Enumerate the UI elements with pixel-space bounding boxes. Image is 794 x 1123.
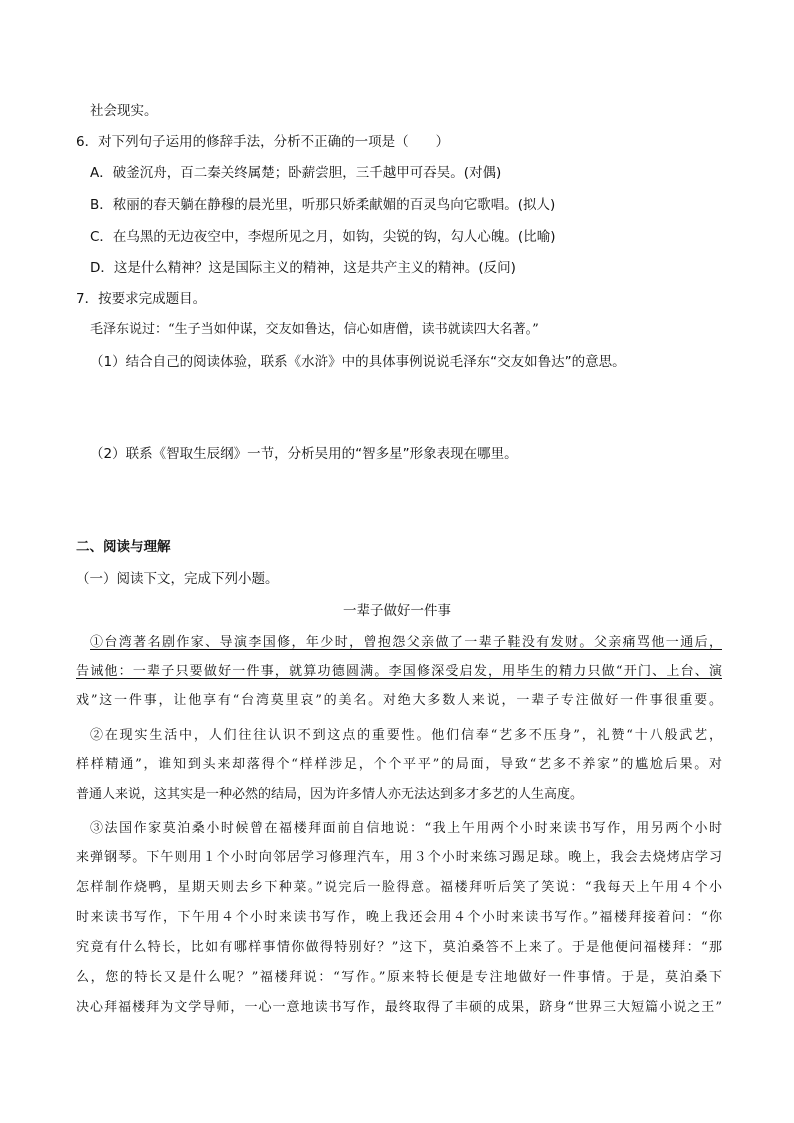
paragraph-3-line-5: 究竟有什么特长，比如有哪样事情你做得特别好？”这下，莫泊桑答不上来了。于是他便问福楼拜：“那	[76, 940, 722, 955]
paragraph-3-line-6: 么，您的特长又是什么呢？”福楼拜说：“写作。”原来特长便是专注地做好一件事情。于是，莫泊桑下	[76, 970, 722, 985]
question-6-option-b: B．秾丽的春天躺在静穆的晨光里，听那只娇柔献媚的百灵鸟向它歌唱。(拟人)	[90, 197, 556, 213]
question-6-option-c: C．在乌黑的无边夜空中，李煜所见之月，如钩，尖锐的钩，勾人心魄。(比喻)	[90, 229, 556, 245]
paragraph-2-line-2: 样样精通”，谁知到头来却落得个“样样涉足，个个平平”的局面，导致“艺多不养家”的尴尬后果。对	[76, 757, 722, 772]
section-2-heading: 二、阅读与理解	[76, 539, 171, 555]
question-5-tail: 社会现实。	[90, 103, 158, 119]
paragraph-2-line-1: ②在现实生活中，人们往往认识不到这点的重要性。他们信奉“艺多不压身”，礼赞“十八般武艺，	[90, 728, 722, 743]
paragraph-1-line-1: ①台湾著名剧作家、导演李国修，年少时，曾抱怨父亲做了一辈子鞋没有发财。父亲痛骂他一通后，	[90, 635, 722, 650]
paragraph-3-line-1: ③法国作家莫泊桑小时候曾在福楼拜面前自信地说：“我上午用两个小时来读书写作，用另两个小时	[90, 821, 722, 836]
paragraph-1-line-3: 戏”这一件事，让他享有“台湾莫里哀”的美名。对绝大多数人来说，一辈子专注做好一件事很重要。	[76, 693, 722, 708]
article-title: 一辈子做好一件事	[343, 603, 451, 619]
question-7-sub-1: （1）结合自己的阅读体验，联系《水浒》中的具体事例说说毛泽东“交友如鲁达”的意思。	[90, 354, 626, 370]
paragraph-3-line-3: 怎样制作烧鸭，星期天则去乡下种菜。”说完后一脸得意。福楼拜听后笑了笑说：“我每天上午用４个小	[76, 880, 722, 895]
paragraph-3-line-4: 时来读书写作，下午用４个小时来读书写作，晚上我还会用４个小时来读书写作。”福楼拜接着问：“你	[76, 910, 722, 925]
question-7-sub-2: （2）联系《智取生辰纲》一节，分析吴用的“智多星”形象表现在哪里。	[90, 446, 518, 462]
paragraph-3-line-2: 来弹钢琴。下午则用１个小时向邻居学习修理汽车，用３个小时来练习踢足球。晚上，我会去烧烤店学习	[76, 850, 722, 865]
section-2-part-1: （一）阅读下文，完成下列小题。	[76, 571, 279, 587]
question-6-stem: 6．对下列句子运用的修辞手法，分析不正确的一项是（ ）	[76, 134, 450, 150]
question-6-option-d: D．这是什么精神？这是国际主义的精神，这是共产主义的精神。(反问)	[90, 260, 516, 276]
question-7-stem: 7．按要求完成题目。	[76, 291, 207, 307]
paragraph-3-line-7: 决心拜福楼拜为文学导师，一心一意地读书写作，最终取得了丰硕的成果，跻身“世界三大短篇小说之王”	[76, 1000, 722, 1015]
paragraph-2-line-3: 普通人来说，这其实是一种必然的结局，因为许多情人亦无法达到多才多艺的人生高度。	[76, 787, 584, 802]
question-6-option-a: A．破釜沉舟，百二秦关终属楚；卧薪尝胆，三千越甲可吞吴。(对偶)	[90, 165, 502, 181]
question-7-quote: 毛泽东说过：“生子当如仲谋，交友如鲁达，信心如唐僧，读书就读四大名著。”	[90, 322, 539, 337]
paragraph-1-line-2: 告诫他：一辈子只要做好一件事，就算功德圆满。李国修深受启发，用毕生的精力只做“开门、上台、演	[76, 664, 722, 679]
